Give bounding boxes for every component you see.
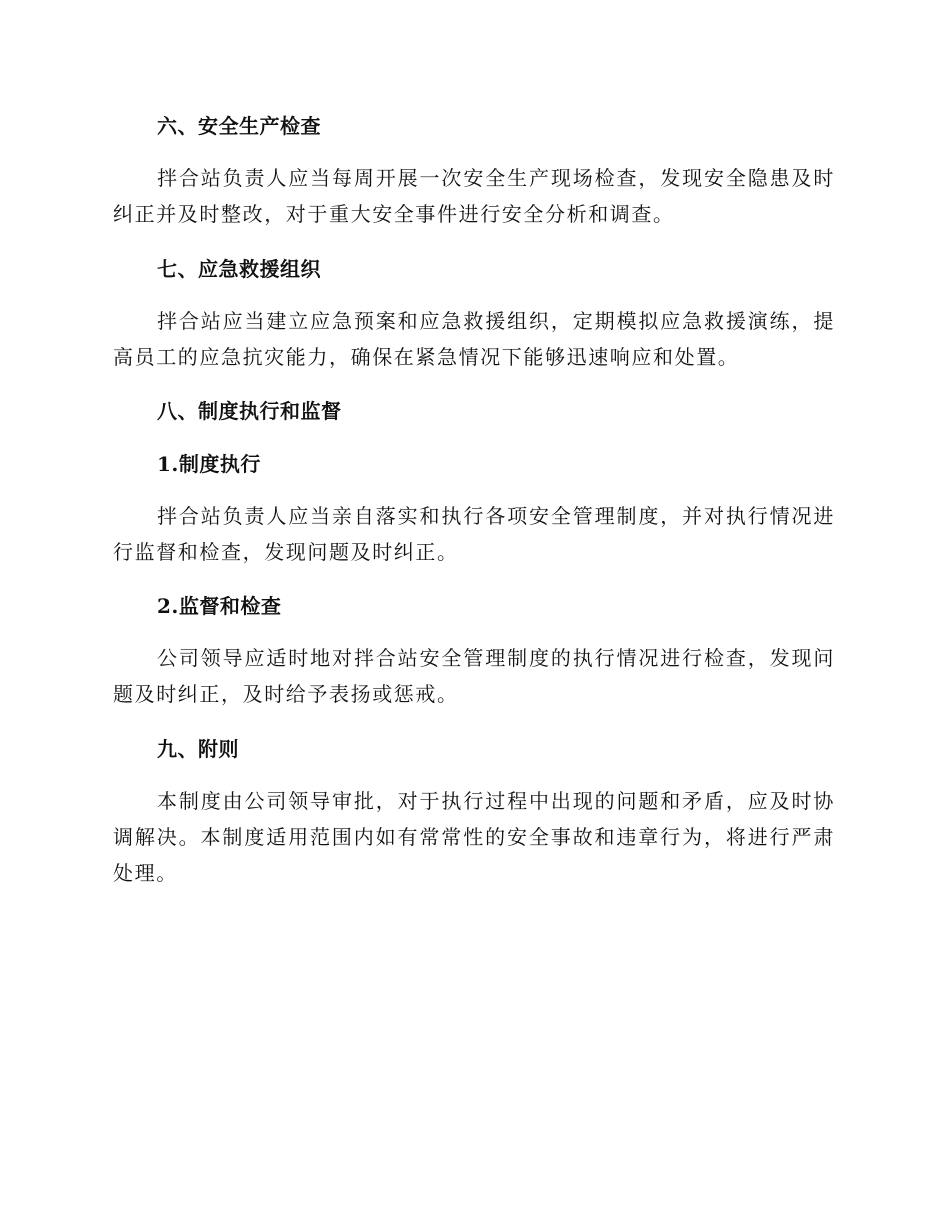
section-heading-supplementary-provisions: 九、附则 xyxy=(157,737,239,761)
section-heading-execution-supervision: 八、制度执行和监督 xyxy=(157,399,342,423)
section-heading-emergency-rescue: 七、应急救援组织 xyxy=(157,257,321,281)
paragraph-supervision-inspection: 公司领导应适时地对拌合站安全管理制度的执行情况进行检查，发现问题及时纠正，及时给予表扬或惩戒。 xyxy=(113,646,835,706)
subheading-supervision-inspection: 2.监督和检查 xyxy=(157,594,282,618)
paragraph-safety-inspection: 拌合站负责人应当每周开展一次安全生产现场检查，发现安全隐患及时纠正并及时整改，对于重大安全事件进行安全分析和调查。 xyxy=(113,166,835,226)
subheading-system-execution: 1.制度执行 xyxy=(157,452,261,476)
paragraph-system-execution: 拌合站负责人应当亲自落实和执行各项安全管理制度，并对执行情况进行监督和检查，发现问题及时纠正。 xyxy=(113,504,835,564)
section-heading-safety-inspection: 六、安全生产检查 xyxy=(157,114,321,138)
paragraph-supplementary-provisions: 本制度由公司领导审批，对于执行过程中出现的问题和矛盾，应及时协调解决。本制度适用范围内如有常常性的安全事故和违章行为，将进行严肃处理。 xyxy=(113,789,835,885)
paragraph-emergency-rescue: 拌合站应当建立应急预案和应急救援组织，定期模拟应急救援演练，提高员工的应急抗灾能力，确保在紧急情况下能够迅速响应和处置。 xyxy=(113,309,835,369)
